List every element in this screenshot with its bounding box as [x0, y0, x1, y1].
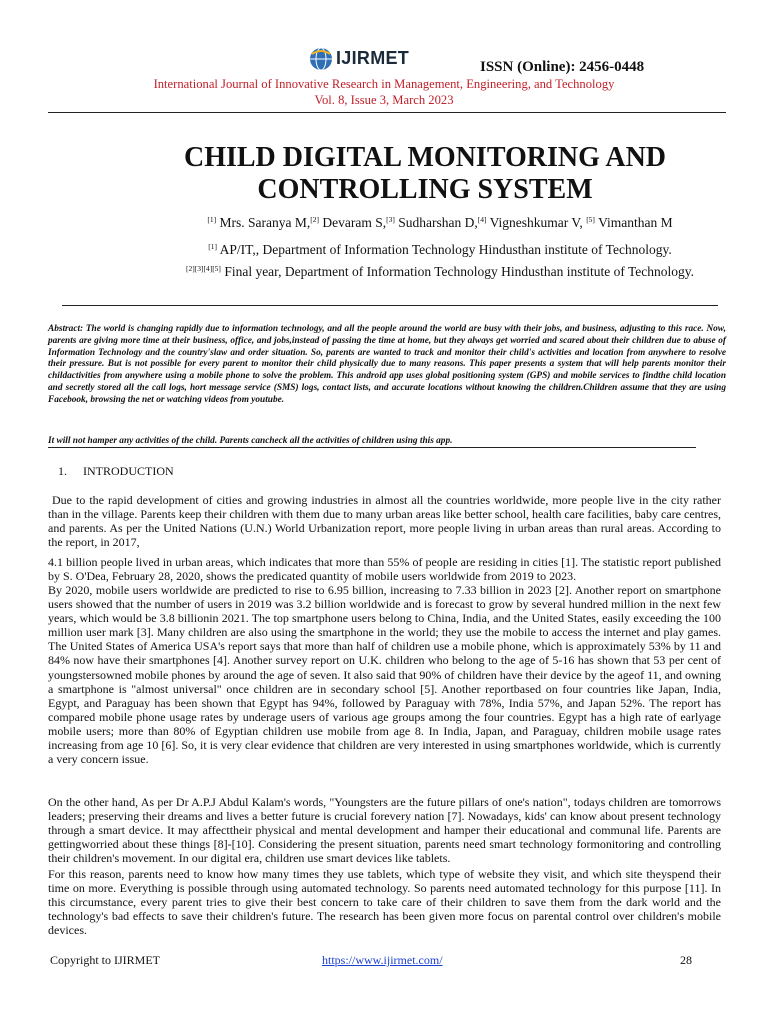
- author-name: Mrs. Saranya M,: [216, 215, 311, 230]
- author-marker: [1]: [207, 215, 217, 224]
- abstract-last-line: It will not hamper any activities of the child. Parents cancheck all the activities of children using this app.: [48, 436, 453, 446]
- affiliation-text: Final year, Department of Information Technology Hindusthan institute of Technology.: [220, 264, 695, 279]
- body-paragraph: By 2020, mobile users worldwide are predicted to rise to 6.95 billion, increasing to 7.33 billion in 2023 [2]. Another report on smartphone users showed that the number of users in 2019 was 3.2 billion worldwide and is forecast to grow by several hundred million in the next few years, which would be 3.8 billionin 2021. The top smartphone users belong to China, India, and the United States, easily exceeding the 100 million user mark [3]. Many children are also using the smartphone in the world; they use the mobile to access the internet and play games. The United States of America USA's report says that more than half of children use a mobile phone, which is approximately 53% by 11 and 84% now have their smartphones [4]. Another survey report on U.K. children who belong to the age of 5-16 has shown that 53 per cent of youngstersowned mobile phones by around the age of seven. It also said that 90% of children have their device by the ageof 11, and owning a smartphone is "almost universal" once children are in secondary school [5]. Another reportbased on four countries like Japan, India, Egypt, and Paraguay has been shown that Egypt has 94%, followed by Paraguay with 78%, India 57%, and Japan 52%. The report has compared mobile phone usage rates by underage users of various age groups among the four countries. Egypt has a high rate of earlyage mobile users; more than 80% of Egyptian children use mobile from age 8. In India, Japan, and Paraguay, children mobile usage rates increasing from age 10 [6]. So, it is very clear evidence that children are very interested in using smartphones worldwide, which is currently a very concern issue.: [48, 583, 721, 767]
- issn-label: ISSN (Online): 2456-0448: [480, 59, 645, 75]
- author-name: Sudharshan D,: [394, 215, 478, 230]
- body-paragraph: 4.1 billion people lived in urban areas, which indicates that more than 55% of people are residing in cities [1]. The statistic report published by S. O'Dea, February 28, 2020, shows the predicated quantity of mobile users worldwide from 2019 to 2023.: [48, 555, 721, 584]
- author-marker: [5]: [586, 215, 595, 224]
- logo-text: IJIRMET: [336, 48, 410, 68]
- affiliation-text: AP/IT,, Department of Information Technology Hindusthan institute of Technology.: [217, 242, 672, 257]
- affiliation-2: [0, 264, 768, 280]
- body-paragraph: Due to the rapid development of cities and growing industries in almost all the countries worldwide, more people live in the city rather than in the village. Parents keep their children with them due to many urban areas like better school, health care facilities, baby care centres, and parents. As per the United Nations (U.N.) World Urbanization report, more people living in urban areas than rural areas. According to the report, in 2017,: [48, 493, 721, 550]
- footer-link[interactable]: https://www.ijirmet.com/: [322, 953, 443, 967]
- section-heading: [58, 464, 174, 479]
- paper-title-line-2: CONTROLLING SYSTEM: [257, 174, 593, 205]
- title-divider: [62, 305, 718, 306]
- affiliation-marker: [1]: [208, 242, 218, 251]
- journal-name: International Journal of Innovative Research in Management, Engineering, and Technology: [153, 77, 615, 91]
- header-divider: [48, 112, 726, 113]
- abstract-divider: [48, 447, 696, 448]
- journal-logo: [308, 46, 408, 72]
- section-title: INTRODUCTION: [83, 464, 174, 478]
- author-marker: [2]: [310, 215, 319, 224]
- page-number: 28: [680, 953, 692, 967]
- author-marker: [3]: [386, 215, 395, 224]
- author-name: Devaram S,: [319, 215, 387, 230]
- author-name: Vigneshkumar V,: [486, 215, 587, 230]
- footer-copyright: Copyright to IJIRMET: [50, 953, 160, 967]
- author-name: Vimanthan M: [594, 215, 673, 230]
- affiliation-marker: [2][3][4][5]: [185, 264, 221, 273]
- journal-volume: Vol. 8, Issue 3, March 2023: [314, 93, 454, 107]
- author-list: [0, 215, 768, 231]
- body-paragraph: On the other hand, As per Dr A.P.J Abdul Kalam's words, "Youngsters are the future pillars of one's nation", todays children are tomorrows leaders; preserving their dreams and lives a better future is crucial forevery nation [7]. Nowadays, kids' can know about present technology through a smart device. It may affecttheir physical and mental development and hamper their educational and communal life. Parents are gettingworried about these things [8]-[10]. Considering the present situation, parents need smart technology formonitoring and controlling their children's movement. In our digital era, children use smart devices like tablets.: [48, 795, 721, 866]
- globe-icon: [308, 46, 334, 72]
- section-number: 1.: [58, 464, 67, 478]
- body-paragraph: For this reason, parents need to know how many times they use tablets, which type of website they visit, and which site theyspend their time on more. Everything is possible through using automated technology. So parents need automated technology for this purpose [11]. In this circumstance, every parent tries to give their best concern to take care of their children to save them from the dark world and the technology's bad effects to save their children's future. The research has been given more focus on parental control over children's mobile devices.: [48, 867, 721, 938]
- author-marker: [4]: [477, 215, 487, 224]
- paper-title-line-1: CHILD DIGITAL MONITORING AND: [183, 142, 667, 173]
- affiliation-1: [0, 242, 768, 258]
- abstract-text: Abstract: The world is changing rapidly due to information technology, and all the people around the world are busy with their jobs, and business, adjusting to this race. Now, parents are giving more time at their business, office, and jobs,instead of passing the time at home, but they always get worried and scared about their children due to abuse of Information Technology and the country'slaw and order situation. So, parents are wanted to track and monitor their child's activities and location from anywhere to resolve their pressure. But is not possible for every parent to monitor their child physically due to many reasons. This paper presents a system that will help parents monitor their childactivities from anywhere using a mobile phone to solve the problem. This android app uses global positioning system (GPS) and mobile services to findthe child location and secretly stored all the call logs, hort message service (SMS) logs, contact lists, and accurate locations without knowing the children.Children assume that they are using Facebook, browsing the net or watching videos from youtube.: [48, 324, 726, 405]
